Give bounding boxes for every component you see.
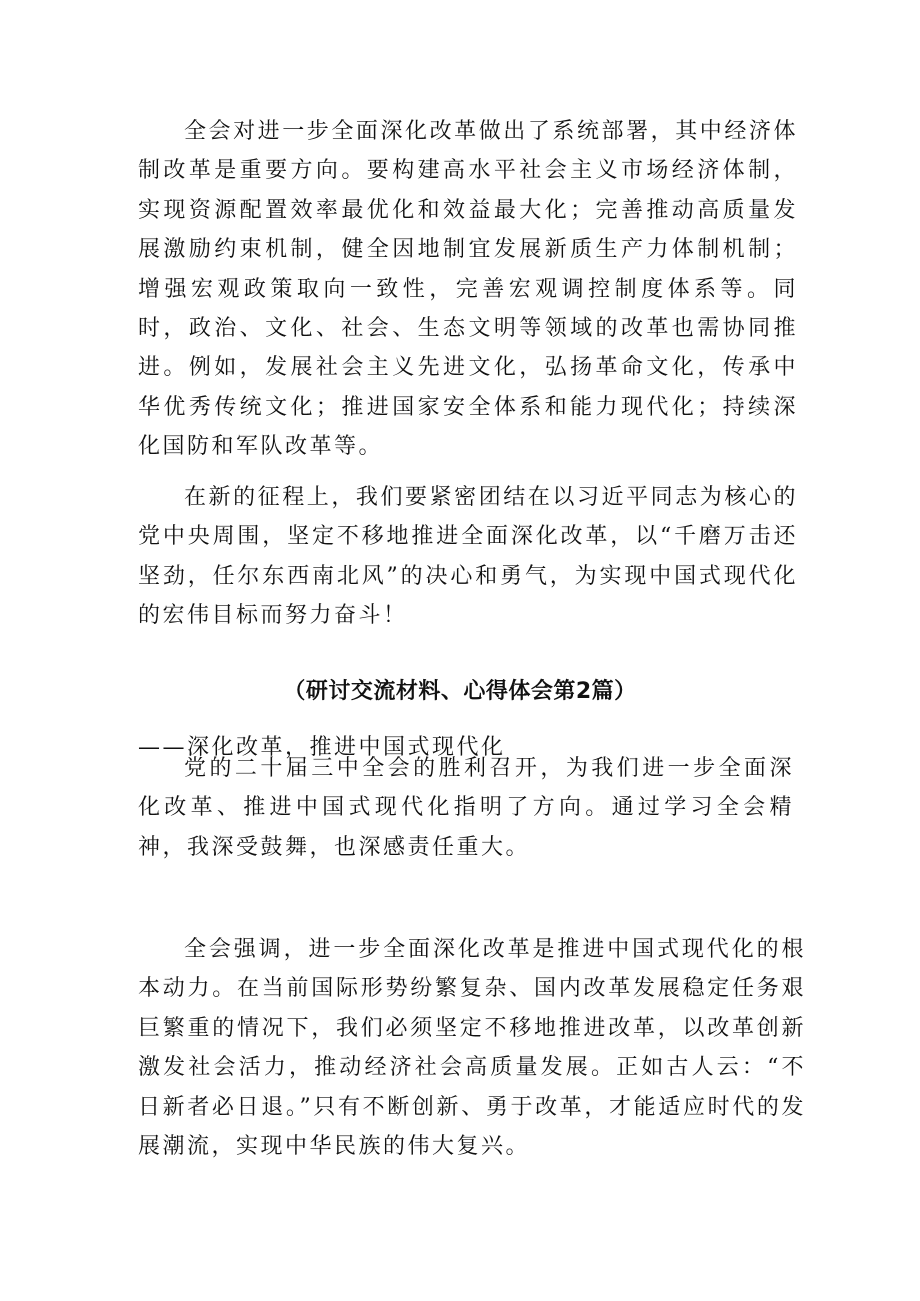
article-subtitle: ——深化改革，推进中国式现代化 — [138, 735, 506, 760]
body-paragraph-new-journey: 在新的征程上，我们要紧密团结在以习近平同志为核心的党中央周围，坚定不移地推进全面深化改革，以“千磨万击还坚劲，任尔东西南北风”的决心和勇气，为实现中国式现代化的宏伟目标而努力奋斗！ — [138, 485, 798, 629]
body-paragraph-plenum-opening: 党的二十届三中全会的胜利召开，为我们进一步全面深化改革、推进中国式现代化指明了方向。通过学习全会精神，我深受鼓舞，也深感责任重大。 — [138, 756, 794, 860]
body-paragraph-reform-deployment: 全会对进一步全面深化改革做出了系统部署，其中经济体制改革是重要方向。要构建高水平社会主义市场经济体制，实现资源配置效率最优化和效益最大化；完善推动高质量发展激励约束机制，健全因地制宜发展新质生产力体制机制；增强宏观政策取向一致性，完善宏观调控制度体系等。同时，政治、文化、社会、生态文明等领域的改革也需协同推进。例如，发展社会主义先进文化，弘扬革命文化，传承中华优秀传统文化；推进国家安全体系和能力现代化；持续深化国防和军队改革等。 — [138, 119, 798, 460]
section-heading: （研讨交流材料、心得体会第2篇） — [283, 679, 637, 704]
body-paragraph-reform-emphasis: 全会强调，进一步全面深化改革是推进中国式现代化的根本动力。在当前国际形势纷繁复杂、国内改革发展稳定任务艰巨繁重的情况下，我们必须坚定不移地推进改革，以改革创新激发社会活力，推动经济社会高质量发展。正如古人云：“不日新者必日退。”只有不断创新、勇于改革，才能适应时代的发展潮流，实现中华民族的伟大复兴。 — [138, 937, 806, 1160]
